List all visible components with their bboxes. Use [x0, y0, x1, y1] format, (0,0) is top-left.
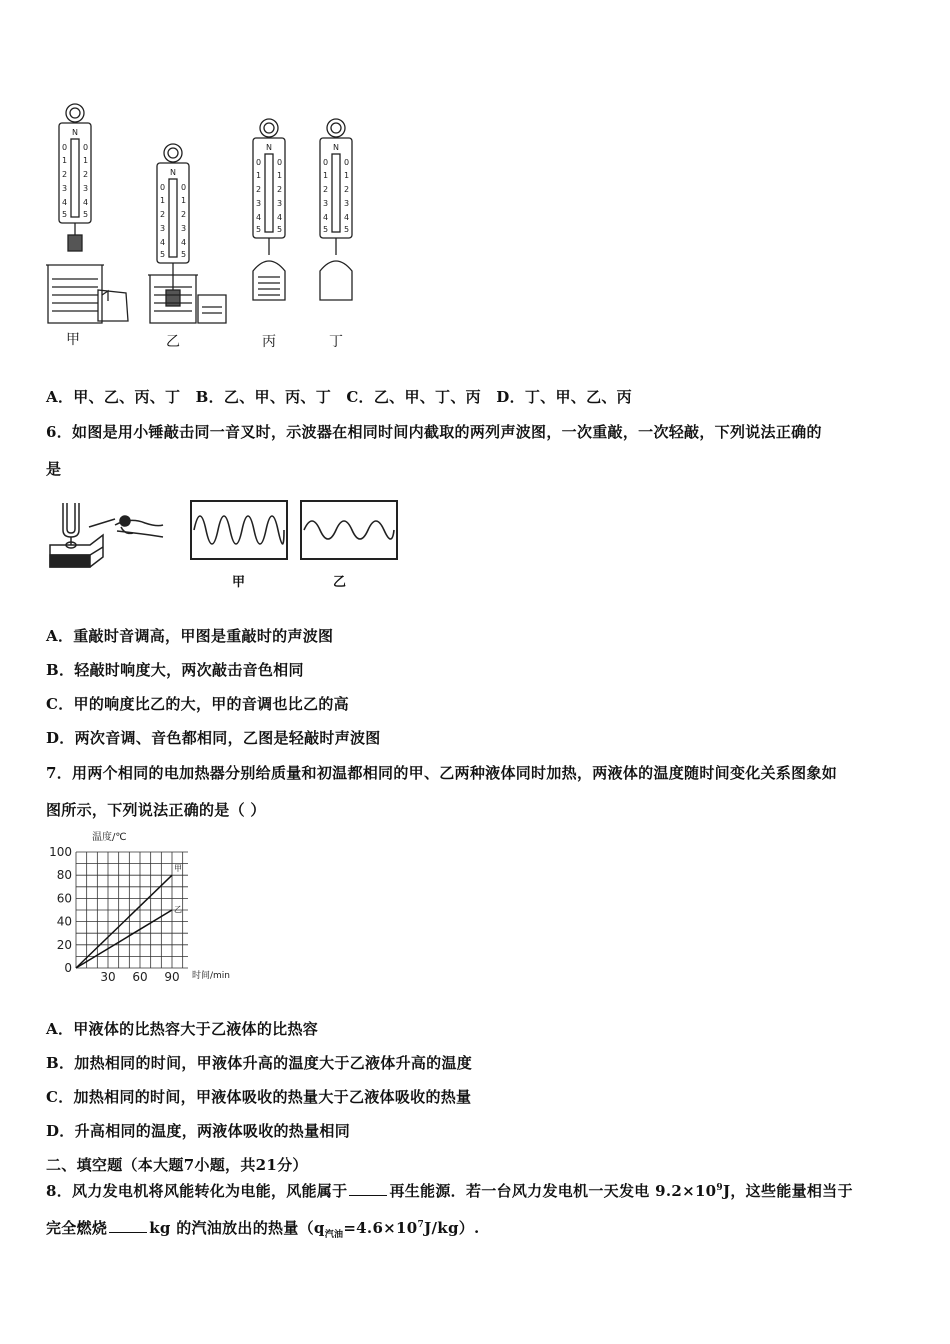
svg-text:4: 4	[62, 198, 68, 207]
svg-text:2: 2	[256, 185, 262, 194]
q6-option-c: C．甲的响度比乙的大，甲的音调也比乙的高	[46, 695, 349, 713]
spring-scale-figure	[40, 95, 370, 360]
svg-text:3: 3	[181, 224, 187, 233]
svg-text:3: 3	[344, 199, 350, 208]
chart-xtick-label: 30	[100, 970, 116, 984]
q8-text-2d: J/kg）.	[424, 1219, 480, 1237]
svg-text:0: 0	[160, 183, 166, 192]
q7-option-c: C．加热相同的时间，甲液体吸收的热量大于乙液体吸收的热量	[46, 1088, 472, 1106]
chart-xlabel: 时间/min	[192, 971, 231, 981]
chart-ylabel: 温度/℃	[92, 832, 127, 843]
spring-scale-yi	[148, 144, 226, 323]
svg-text:0: 0	[256, 158, 262, 167]
svg-text:3: 3	[256, 199, 262, 208]
q8-text-2b: kg 的汽油放出的热量（q	[149, 1219, 325, 1237]
svg-text:1: 1	[277, 171, 283, 180]
q8-blank-1[interactable]	[349, 1183, 387, 1196]
svg-text:5: 5	[83, 210, 89, 219]
svg-text:1: 1	[83, 156, 89, 165]
svg-text:1: 1	[181, 196, 187, 205]
waveform-label-jia: 甲	[232, 575, 246, 590]
chart-ytick-label: 60	[56, 891, 72, 906]
svg-text:N: N	[333, 143, 339, 152]
svg-text:0: 0	[323, 158, 329, 167]
svg-text:5: 5	[256, 225, 262, 234]
svg-text:2: 2	[344, 185, 350, 194]
svg-text:5: 5	[62, 210, 68, 219]
svg-text:3: 3	[160, 224, 166, 233]
q8-text-2c: =4.6×10	[343, 1219, 418, 1237]
svg-text:4: 4	[181, 238, 187, 247]
q8-text-2a: 完全燃烧	[46, 1219, 108, 1237]
q8-text-1b: 再生能源．若一台风力发电机一天发电 9.2×10	[389, 1182, 717, 1200]
waveform-jia	[190, 500, 288, 560]
svg-text:3: 3	[323, 199, 329, 208]
svg-text:2: 2	[181, 210, 187, 219]
chart-xtick-label: 90	[164, 970, 180, 984]
svg-text:2: 2	[160, 210, 166, 219]
svg-text:0: 0	[62, 143, 68, 152]
q6-option-a: A．重敲时音调高，甲图是重敲时的声波图	[46, 627, 334, 645]
svg-text:0: 0	[344, 158, 350, 167]
temperature-time-chart	[40, 826, 250, 986]
section-heading: 二、填空题（本大题7小题，共21分）	[46, 1156, 308, 1174]
svg-text:1: 1	[344, 171, 350, 180]
chart-ytick-label: 0	[64, 961, 72, 975]
svg-text:3: 3	[83, 184, 89, 193]
chart-ytick-label: 80	[56, 868, 72, 883]
svg-text:1: 1	[160, 196, 166, 205]
q6-option-b: B．轻敲时响度大，两次敲击音色相同	[46, 661, 304, 679]
figure-label-bing: 丙	[262, 334, 276, 350]
chart-ytick-label: 100	[49, 845, 72, 859]
svg-text:1: 1	[256, 171, 262, 180]
q7-option-d: D．升高相同的温度，两液体吸收的热量相同	[46, 1122, 351, 1140]
svg-text:1: 1	[62, 156, 68, 165]
svg-text:0: 0	[83, 143, 89, 152]
svg-text:2: 2	[277, 185, 283, 194]
svg-text:4: 4	[83, 198, 89, 207]
svg-text:3: 3	[277, 199, 283, 208]
chart-series-label-jia: 甲	[174, 864, 182, 874]
svg-text:5: 5	[323, 225, 329, 234]
q7-stem-line2: 图所示，下列说法正确的是（ ）	[46, 801, 266, 819]
chart-xtick-label: 60	[132, 970, 148, 984]
svg-text:0: 0	[277, 158, 283, 167]
figure-label-yi: 乙	[166, 334, 180, 350]
svg-text:4: 4	[277, 213, 283, 222]
svg-text:2: 2	[323, 185, 329, 194]
svg-text:1: 1	[323, 171, 329, 180]
q8-sub-gasoline: 汽油	[324, 1230, 344, 1240]
q8-exp-2: 7	[417, 1220, 425, 1230]
q8-line2	[46, 1217, 480, 1240]
q7-option-a: A．甲液体的比热容大于乙液体的比热容	[46, 1020, 319, 1038]
svg-text:4: 4	[160, 238, 166, 247]
figure-label-jia: 甲	[66, 332, 80, 348]
q5-options: A．甲、乙、丙、丁 B．乙、甲、丙、丁 C．乙、甲、丁、丙 D．丁、甲、乙、丙	[46, 388, 632, 406]
scale-unit-label: N	[72, 128, 78, 137]
chart-ytick-label: 40	[56, 914, 72, 929]
svg-text:5: 5	[160, 250, 166, 259]
svg-text:N: N	[266, 143, 272, 152]
svg-text:2: 2	[62, 170, 68, 179]
svg-text:5: 5	[344, 225, 350, 234]
waveform-yi	[300, 500, 398, 560]
q7-stem-line1: 7．用两个相同的电加热器分别给质量和初温都相同的甲、乙两种液体同时加热，两液体的温度随时间变化关系图象如	[46, 764, 838, 782]
chart-series-label-yi: 乙	[174, 905, 182, 914]
svg-text:2: 2	[83, 170, 89, 179]
tuning-fork-figure	[45, 495, 165, 570]
q8-text-1c: J，这些能量相当于	[722, 1182, 853, 1200]
q8-line1	[46, 1180, 853, 1201]
q8-blank-2[interactable]	[109, 1220, 147, 1233]
q6-option-d: D．两次音调、音色都相同，乙图是轻敲时声波图	[46, 729, 381, 747]
q8-text-1a: 8．风力发电机将风能转化为电能，风能属于	[46, 1182, 348, 1200]
svg-text:4: 4	[256, 213, 262, 222]
svg-text:5: 5	[181, 250, 187, 259]
q7-option-b: B．加热相同的时间，甲液体升高的温度大于乙液体升高的温度	[46, 1054, 473, 1072]
q8-exp-1: 9	[716, 1183, 723, 1193]
svg-text:4: 4	[323, 213, 329, 222]
chart-series-line-yi	[76, 910, 172, 968]
q6-stem-line2: 是	[46, 460, 62, 478]
svg-text:3: 3	[62, 184, 68, 193]
svg-text:4: 4	[344, 213, 350, 222]
q6-stem-line1: 6．如图是用小锤敲击同一音叉时，示波器在相同时间内截取的两列声波图，一次重敲，一次轻敲，下列说法正确的	[46, 423, 822, 441]
waveform-label-yi: 乙	[333, 575, 347, 590]
svg-text:5: 5	[277, 225, 283, 234]
figure-label-ding: 丁	[329, 334, 343, 350]
svg-text:0: 0	[181, 183, 187, 192]
chart-ytick-label: 20	[56, 937, 72, 952]
svg-text:N: N	[170, 168, 176, 177]
